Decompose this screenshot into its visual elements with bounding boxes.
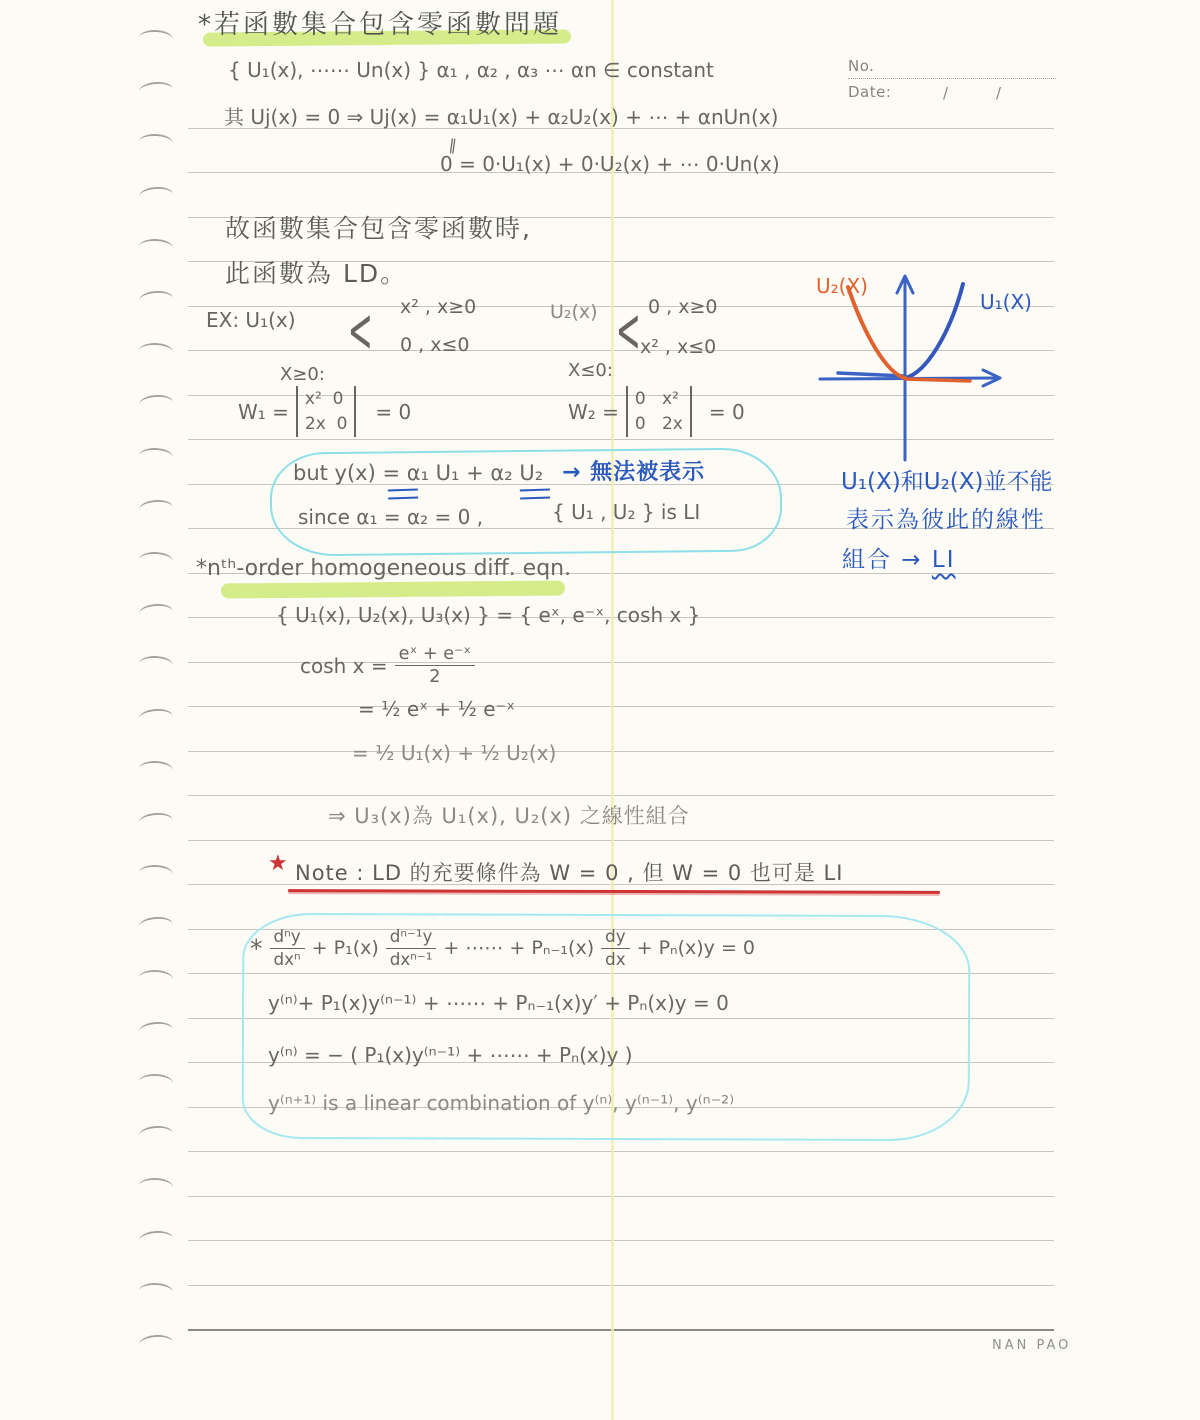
no-field-line [848,62,1056,79]
det-bar [296,386,298,437]
notebook-brand: NAN PAO [992,1338,1072,1353]
wronskian-1 [238,386,411,437]
det-bar [626,386,628,437]
date-label: Date: [848,83,892,101]
u2-double-underline [520,488,550,499]
spiral-binding-arc [138,394,173,413]
w1-row-2: 2x 0 [304,413,348,434]
ruled-line [188,1196,1054,1197]
spiral-binding-arc [138,812,173,831]
blue-note-li: LI [931,547,956,573]
blue-note-line-2: 表示為彼此的線性 [846,507,1046,533]
spiral-binding-arc [139,760,174,779]
ode-solved-for-yn: y⁽ⁿ⁾ = − ( P₁(x)y⁽ⁿ⁻¹⁾ + ⋯⋯ + Pₙ(x)y ) [268,1043,633,1067]
ruled-line-bottom [188,1329,1054,1331]
linear-combination-conclusion: ⇒ U₃(x)為 U₁(x), U₂(x) 之線性組合 [328,804,690,828]
conclusion-line-2: 此函數為 LD。 [225,259,408,288]
spiral-binding-arc [138,499,173,518]
graph-u1-label: U₁(X) [980,290,1032,314]
w1-rhs: = 0 [375,399,412,424]
spiral-binding-arc [139,1282,174,1301]
blue-note-line-1: U₁(X)和U₂(X)並不能 [841,469,1053,495]
cosh-definition [300,645,475,687]
cosh-as-u1-u2: = ½ U₁(x) + ½ U₂(x) [352,741,557,765]
spiral-binding-arc [138,916,173,935]
spiral-binding-arc [139,238,174,257]
u1-piece-1: x² , x≥0 [400,296,477,318]
zero-combination-line: 0 = 0·U₁(x) + 0·U₂(x) + ⋯ 0·Un(x) [440,152,780,176]
wronskian-2 [568,386,745,437]
spiral-binding-arc [139,29,174,48]
ode-prime-notation: y⁽ⁿ⁾+ P₁(x)y⁽ⁿ⁻¹⁾ + ⋯⋯ + Pₙ₋₁(x)y′ + Pₙ(x)y = 0 [268,991,729,1015]
spiral-binding-arc [139,342,174,361]
ruled-line [188,795,1054,796]
note-text: Note : LD 的充要條件為 W = 0 , 但 W = 0 也可是 LI [295,861,844,885]
w2-rhs: = 0 [708,399,745,424]
blue-note-line-3 [842,541,956,574]
ode-term-2: + ⋯⋯ + Pₙ₋₁(x) [443,937,595,960]
cosh-expansion: = ½ eˣ + ½ e⁻ˣ [358,697,515,721]
ruled-line [188,1240,1054,1241]
spiral-binding-arc [139,969,174,988]
asterisk-mark: * [250,933,263,963]
spiral-binding-arc [138,1334,173,1353]
w1-determinant [296,386,357,437]
det-bar [354,386,356,437]
spiral-binding-arc [138,603,173,622]
spiral-binding-arc [139,1178,174,1197]
date-slash-2: / [996,84,1002,102]
det-bar [690,386,692,437]
u2-piece-2: x² , x≤0 [640,336,717,358]
piecewise-brace-u2: < [615,292,641,368]
w2-lhs: W₂ = [568,399,619,424]
ruled-line [188,751,1054,752]
example-label: EX: U₁(x) [206,308,296,332]
ruled-line [188,1285,1054,1286]
ruled-line [188,840,1054,841]
case-x-le-0: X≤0: [568,360,613,381]
linear-combination-statement: y⁽ⁿ⁺¹⁾ is a linear combination of y⁽ⁿ⁾, y⁽ⁿ⁻¹⁾, y⁽ⁿ⁻²⁾ [268,1091,735,1115]
conclusion-line-1: 故函數集合包含零函數時, [225,214,532,243]
frac-dny-dxn: $\frac{\text{dⁿy}}{\text{dxⁿ}}$ [270,928,305,968]
but-line: but y(x) = α₁ U₁ + α₂ U₂ [293,461,544,485]
cosh-numerator: eˣ + e⁻ˣ [395,645,475,666]
note-red-underline [288,889,940,894]
case-x-ge-0: X≥0: [280,364,325,385]
ode-tail: + Pₙ(x)y = 0 [636,937,756,960]
ruled-line [188,706,1054,707]
uj-equation: 其 Uj(x) = 0 ⇒ Uj(x) = α₁U₁(x) + α₂U₂(x) + ⋯ + αnUn(x) [224,105,779,129]
cosh-lhs: cosh x = [300,653,388,678]
spiral-binding-arc [138,290,173,309]
center-fold-line [611,0,614,1420]
graph-u2-label: U₂(X) [816,274,868,298]
section1-title: *若函數集合包含零函數問題 [198,10,563,40]
spiral-binding-arc [138,1021,173,1040]
cosh-fraction [395,645,475,687]
section2-highlight [221,580,565,598]
spiral-binding-arc [139,447,174,466]
w2-row-2: 0 2x [634,413,683,434]
red-star-icon: ★ [268,851,288,876]
spiral-binding-arc [139,656,174,675]
u2-label: U₂(x) [550,301,598,323]
spiral-binding-arc [138,81,173,100]
spiral-binding-arc [138,1125,173,1144]
spiral-binding-arc [139,551,174,570]
cannot-be-expressed-note: → 無法被表示 [562,460,706,485]
frac-dy-dx: $\frac{dy}{dx}$ [601,928,630,968]
section2-title: *nᵗʰ-order homogeneous diff. eqn. [196,556,572,581]
ruled-line [188,1151,1054,1152]
spiral-binding-arc [139,864,174,883]
cosh-denominator: 2 [429,667,441,688]
spiral-binding-arc [138,185,173,204]
w1-row-1: x² 0 [304,389,344,409]
set-equals-line: { U₁(x), U₂(x), U₃(x) } = { eˣ, e⁻ˣ, cosh x } [276,603,701,627]
is-li-line: { U₁ , U₂ } is LI [552,500,701,524]
ode-term-1: + P₁(x) [311,937,379,960]
piecewise-brace-u1: < [347,292,373,368]
w2-row-1: 0 x² [634,389,679,409]
spiral-binding-arc [139,134,174,153]
date-slash-1: / [943,84,949,102]
u1-double-underline [388,488,418,499]
u1-piece-2: 0 , x≤0 [400,334,470,356]
spiral-binding-arc [138,1229,173,1248]
function-set-line: { U₁(x), ⋯⋯ Un(x) } α₁ , α₂ , α₃ ⋯ αn ∈ constant [228,58,714,82]
blue-note-combo-prefix: 組合 → [842,547,932,573]
ode-general-form [250,928,755,968]
u2-piece-1: 0 , x≥0 [648,296,718,318]
frac-dn1y-dxn1: $\frac{\text{dⁿ⁻¹y}}{\text{dxⁿ⁻¹}}$ [386,928,437,968]
since-line: since α₁ = α₂ = 0 , [298,505,484,529]
identity-mark: ‖ [447,135,458,155]
w1-lhs: W₁ = [238,399,289,424]
spiral-binding-arc [138,707,173,726]
w2-determinant [626,386,692,437]
spiral-binding-arc [139,1073,174,1092]
no-label: No. [848,57,875,75]
